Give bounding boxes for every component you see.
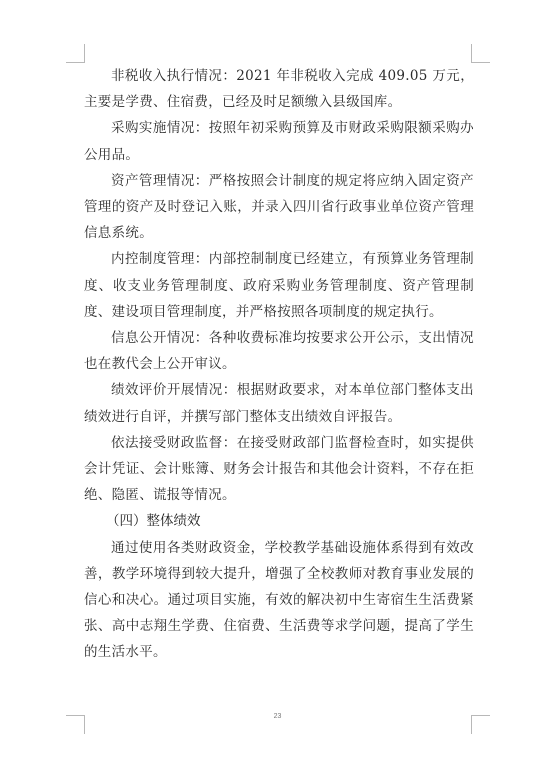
paragraph-performance-evaluation: 绩效评价开展情况：根据财政要求，对本单位部门整体支出绩效进行自评，并撰写部门整体支出绩效自评报告。 bbox=[84, 382, 474, 425]
paragraph-procurement: 采购实施情况：按照年初采购预算及市财政采购限额采购办公用品。 bbox=[84, 120, 474, 163]
document-body bbox=[84, 63, 474, 666]
page-number: 23 bbox=[273, 713, 282, 720]
paragraph-internal-control: 内控制度管理：内部控制制度已经建立，有预算业务管理制度、收支业务管理制度、政府采购业务管理制度、资产管理制度、建设项目管理制度，并严格按照各项制度的规定执行。 bbox=[84, 251, 474, 320]
section-heading: （四）整体绩效 bbox=[106, 513, 201, 530]
paragraph-non-tax-revenue: 非税收入执行情况：2021 年非税收入完成 409.05 万元，主要是学费、住宿费，已经及时足额缴入县级国库。 bbox=[84, 68, 474, 111]
crop-mark-top-left bbox=[66, 44, 85, 63]
crop-mark-top-right bbox=[471, 44, 490, 63]
paragraph-information-disclosure: 信息公开情况：各种收费标准均按要求公开公示，支出情况也在教代会上公开审议。 bbox=[84, 330, 474, 373]
paragraph-overall-performance: 通过使用各类财政资金，学校教学基础设施体系得到有效改善，教学环境得到较大提升，增强了全校教师对教育事业发展的信心和决心。通过项目实施，有效的解决初中生寄宿生生活费紧张、高中志翔生学费、住宿费、生活费等求学问题，提高了学生的生活水平。 bbox=[84, 539, 474, 661]
paragraph-financial-supervision: 依法接受财政监督：在接受财政部门监督检查时，如实提供会计凭证、会计账簿、财务会计报告和其他会计资料，不存在拒绝、隐匿、谎报等情况。 bbox=[84, 434, 474, 504]
paragraph-asset-management: 资产管理情况：严格按照会计制度的规定将应纳入固定资产管理的资产及时登记入账，并录入四川省行政事业单位资产管理信息系统。 bbox=[84, 172, 474, 242]
